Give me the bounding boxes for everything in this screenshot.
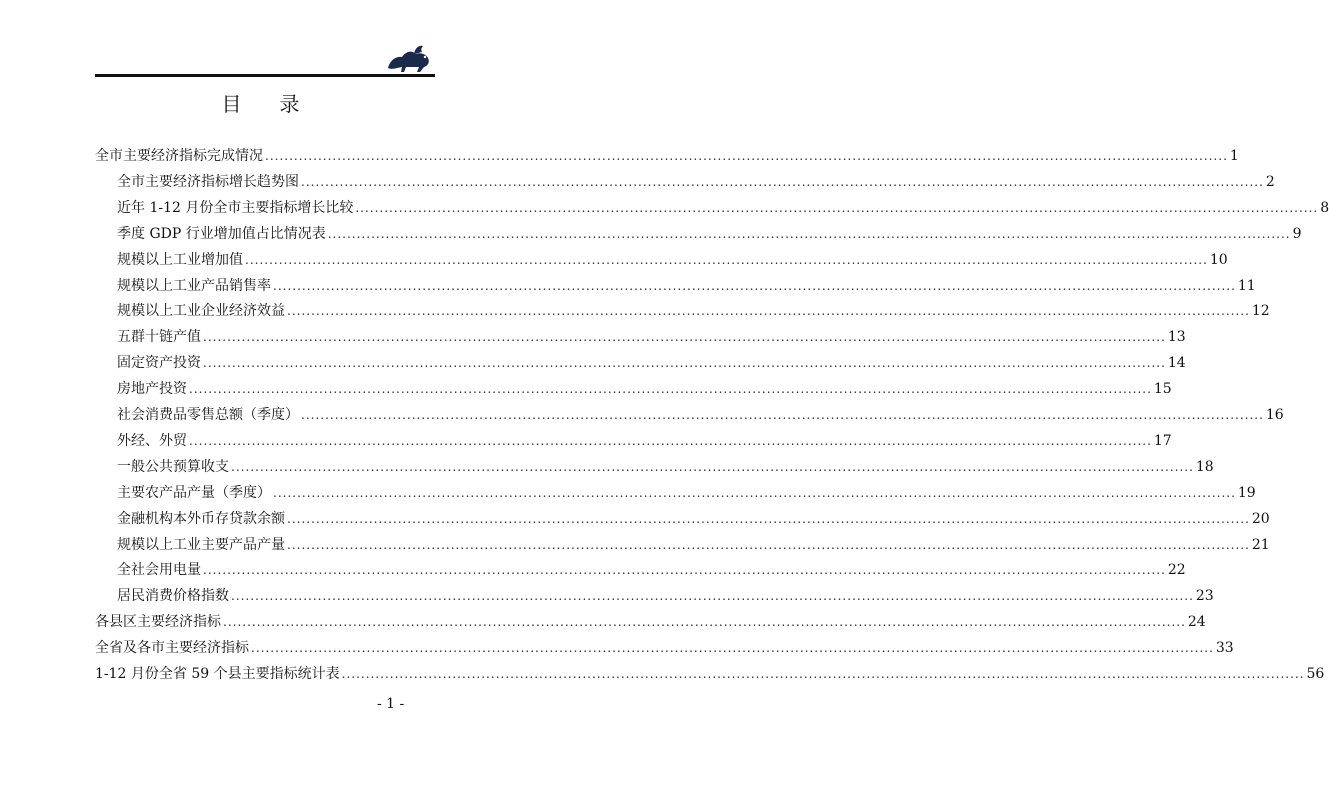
toc-entry-label: 固定资产投资 <box>117 355 201 372</box>
toc-entry-label: 规模以上工业产品销售率 <box>117 277 271 294</box>
toc-entry-label: 1-12 月份全省 59 个县主要指标统计表 <box>95 666 340 682</box>
toc-entry-page: 1 <box>1229 148 1239 164</box>
toc-leader-dots: ........................................................................................................................................................................................................ <box>265 149 1228 163</box>
toc-leader-dots: ........................................................................................................................................................................................................ <box>287 537 1250 552</box>
page-title <box>0 88 521 117</box>
toc-entry[interactable] <box>117 379 1172 399</box>
toc-entry-page: 22 <box>1167 562 1186 579</box>
toc-entry-label: 全市主要经济指标完成情况 <box>95 148 263 164</box>
toc-leader-dots: ........................................................................................................................................................................................................ <box>287 511 1250 526</box>
toc-leader-dots: ........................................................................................................................................................................................................ <box>223 615 1186 630</box>
lion-logo-icon <box>384 42 434 74</box>
toc-entry-page: 15 <box>1153 381 1172 398</box>
toc-entry[interactable] <box>95 664 1325 684</box>
toc-entry[interactable] <box>117 172 1275 192</box>
toc-entry[interactable] <box>117 586 1214 606</box>
toc-entry-page: 9 <box>1292 225 1302 242</box>
toc-entry-page: 16 <box>1265 407 1284 423</box>
toc-entry[interactable] <box>117 457 1214 477</box>
toc-entry[interactable] <box>95 612 1206 632</box>
toc-entry-page: 23 <box>1195 588 1214 605</box>
toc-leader-dots: ........................................................................................................................................................................................................ <box>245 252 1208 267</box>
toc-entry[interactable] <box>117 250 1228 270</box>
toc-entry-page: 8 <box>1320 199 1329 216</box>
toc-entry-label: 规模以上工业主要产品产量 <box>117 536 285 553</box>
toc-leader-dots: ........................................................................................................................................................................................................ <box>203 563 1166 578</box>
toc-leader-dots: ........................................................................................................................................................................................................ <box>231 589 1194 604</box>
toc-entry-label: 规模以上工业企业经济效益 <box>117 303 285 320</box>
toc-leader-dots: ........................................................................................................................................................................................................ <box>273 278 1236 293</box>
title-char-2: 录 <box>279 92 300 116</box>
toc-entry-label: 一般公共预算收支 <box>117 458 229 475</box>
toc-entry-page: 33 <box>1215 640 1234 657</box>
toc-entry-label: 居民消费价格指数 <box>117 588 229 605</box>
title-char-1: 目 <box>221 92 242 116</box>
toc-leader-dots: ........................................................................................................................................................................................................ <box>273 485 1236 500</box>
toc-entry-label: 社会消费品零售总额（季度） <box>117 407 299 423</box>
toc-entry-label: 全市主要经济指标增长趋势图 <box>117 173 299 190</box>
toc-leader-dots: ........................................................................................................................................................................................................ <box>301 174 1264 189</box>
toc-entry-page: 13 <box>1167 329 1186 346</box>
page-number: - 1 - <box>377 696 405 712</box>
toc-entry-label: 全省及各市主要经济指标 <box>95 640 249 657</box>
toc-entry[interactable] <box>95 146 1239 166</box>
toc-entry-label: 房地产投资 <box>117 381 187 398</box>
toc-entry-label: 季度 GDP 行业增加值占比情况表 <box>117 225 326 242</box>
toc-leader-dots: ........................................................................................................................................................................................................ <box>203 330 1166 345</box>
toc-entry-page: 11 <box>1237 277 1256 294</box>
toc-entry[interactable] <box>117 560 1186 580</box>
toc-entry-label: 主要农产品产量（季度） <box>117 484 271 501</box>
toc-entry[interactable] <box>117 327 1186 347</box>
toc-entry-label: 近年 1-12 月份全市主要指标增长比较 <box>117 199 354 216</box>
toc-entry-label: 金融机构本外币存贷款余额 <box>117 510 285 527</box>
toc-leader-dots: ........................................................................................................................................................................................................ <box>327 226 1291 241</box>
toc-entry[interactable] <box>117 276 1256 296</box>
toc-leader-dots: ........................................................................................................................................................................................................ <box>355 200 1319 215</box>
toc-entry[interactable] <box>117 431 1172 451</box>
toc-entry[interactable] <box>117 224 1302 244</box>
toc-entry-page: 24 <box>1187 614 1206 631</box>
toc-entry[interactable] <box>117 535 1270 555</box>
header-rule <box>95 74 435 77</box>
toc-entry-page: 56 <box>1306 666 1325 682</box>
toc-entry[interactable] <box>117 483 1256 503</box>
toc-leader-dots: ........................................................................................................................................................................................................ <box>301 408 1264 422</box>
toc-entry-page: 12 <box>1251 303 1270 320</box>
toc-entry-label: 规模以上工业增加值 <box>117 251 243 268</box>
toc-leader-dots: ........................................................................................................................................................................................................ <box>203 356 1166 371</box>
toc-entry[interactable] <box>95 638 1234 658</box>
toc-entry-page: 10 <box>1209 251 1228 268</box>
toc-entry-page: 18 <box>1195 458 1214 475</box>
toc-entry-page: 14 <box>1167 355 1186 372</box>
toc-entry-page: 20 <box>1251 510 1270 527</box>
toc-entry[interactable] <box>117 405 1284 425</box>
toc-entry-page: 2 <box>1265 173 1275 190</box>
toc-leader-dots: ........................................................................................................................................................................................................ <box>189 382 1152 397</box>
toc-entry[interactable] <box>117 198 1329 218</box>
toc-leader-dots: ........................................................................................................................................................................................................ <box>287 304 1250 319</box>
toc-leader-dots: ........................................................................................................................................................................................................ <box>189 433 1152 448</box>
toc-entry-page: 17 <box>1153 432 1172 449</box>
toc-entry-page: 19 <box>1237 484 1256 501</box>
toc-leader-dots: ........................................................................................................................................................................................................ <box>251 641 1214 656</box>
toc-entry-label: 外经、外贸 <box>117 432 187 449</box>
toc-entry[interactable] <box>117 509 1270 529</box>
toc-entry-label: 全社会用电量 <box>117 562 201 579</box>
toc-leader-dots: ........................................................................................................................................................................................................ <box>341 667 1305 681</box>
toc-entry-label: 五群十链产值 <box>117 329 201 346</box>
toc-leader-dots: ........................................................................................................................................................................................................ <box>231 459 1194 474</box>
toc-entry[interactable] <box>117 301 1270 321</box>
toc-entry[interactable] <box>117 353 1186 373</box>
toc-entry-page: 21 <box>1251 536 1270 553</box>
toc-entry-label: 各县区主要经济指标 <box>95 614 221 631</box>
